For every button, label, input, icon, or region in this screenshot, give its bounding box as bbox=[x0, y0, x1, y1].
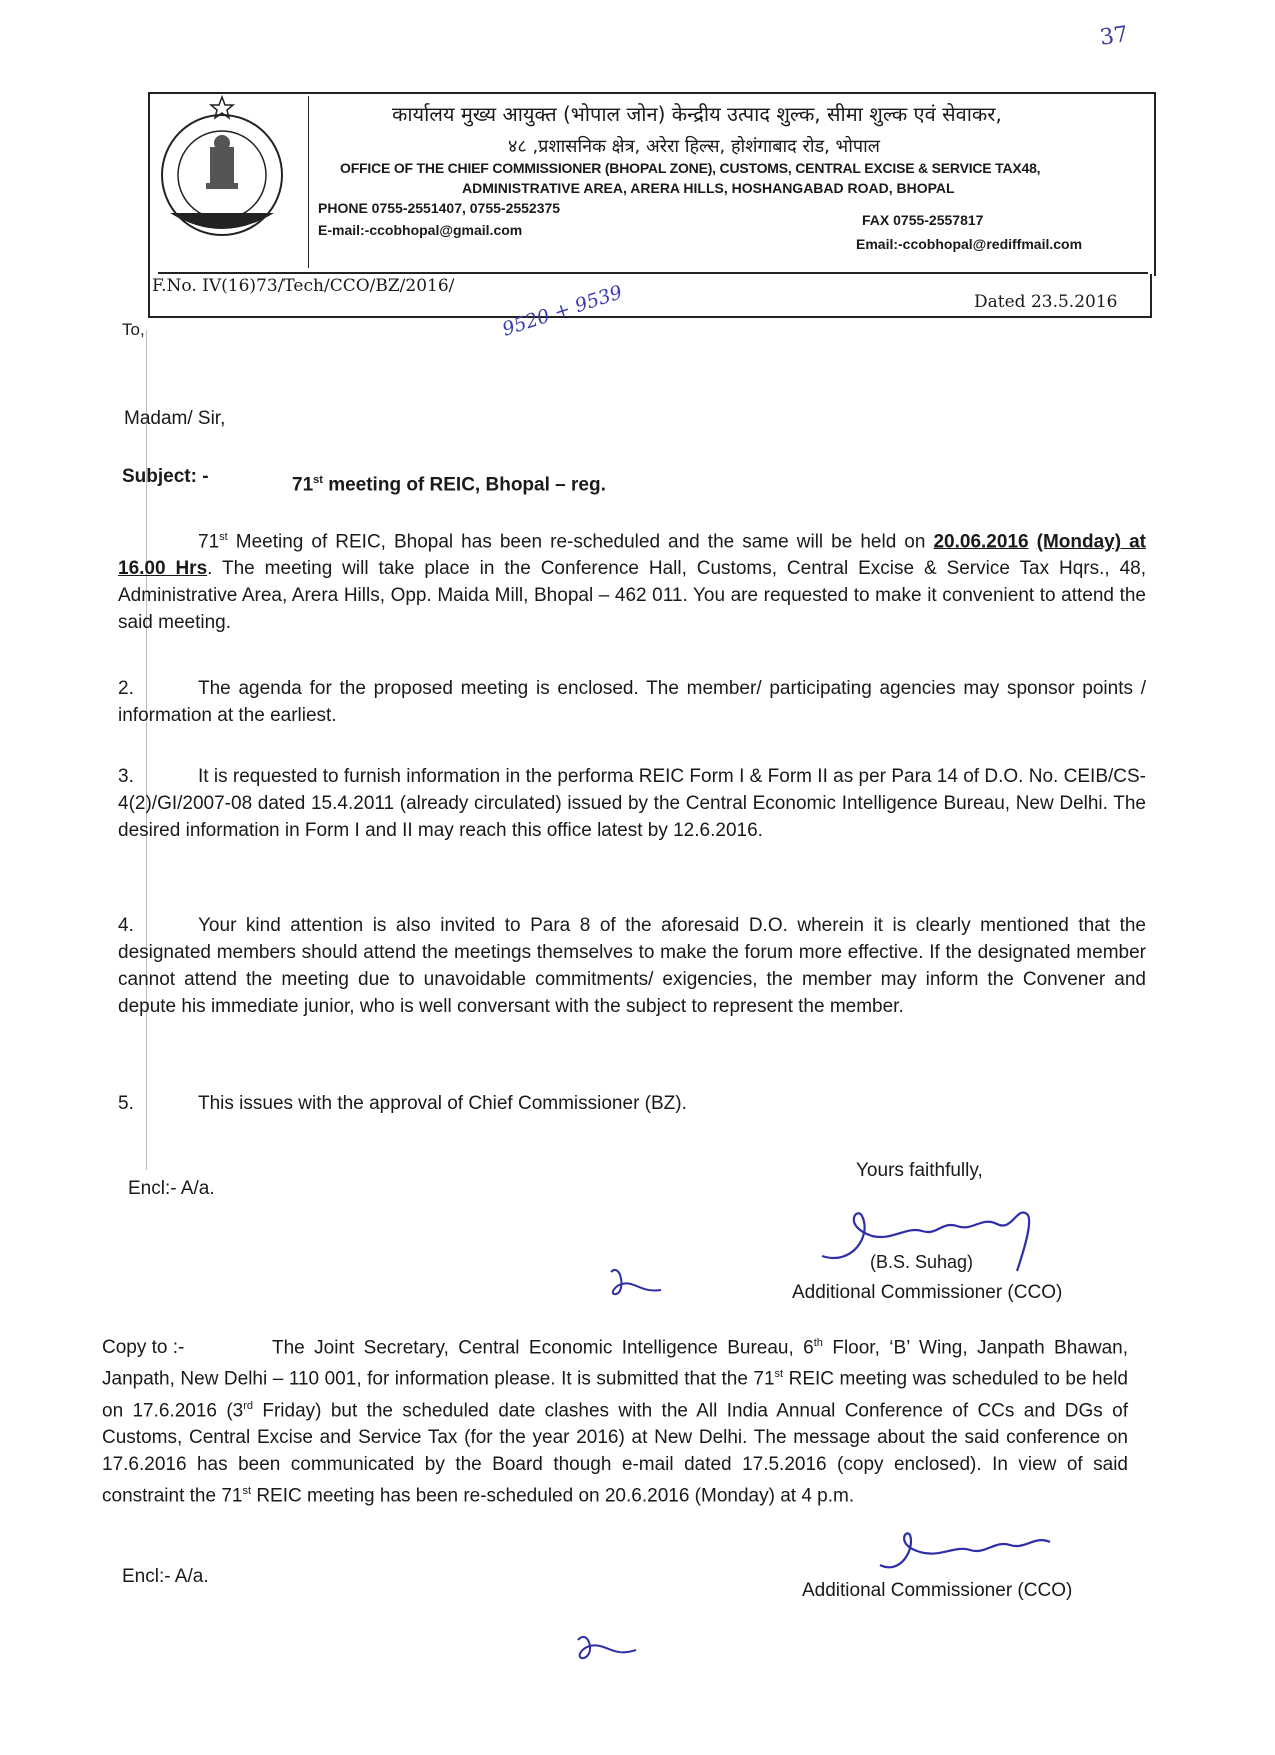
letterhead-email2: Email:-ccobhopal@rediffmail.com bbox=[856, 236, 1083, 252]
letter-date: Dated 23.5.2016 bbox=[974, 292, 1118, 312]
copy-to-label: Copy to :- bbox=[102, 1337, 185, 1359]
letterhead-fax: FAX 0755-2557817 bbox=[862, 212, 984, 228]
subject-line: 71st meeting of REIC, Bhopal – reg. bbox=[292, 474, 606, 496]
emblem-logo-icon bbox=[150, 95, 298, 250]
corner-handwritten-mark: 37 bbox=[1098, 22, 1130, 51]
paragraph-4: 4. Your kind attention is also invited to Para 8 of the aforesaid D.O. wherein it is clearly mentioned that the designated members should attend the meetings themselves to make the forum more effective. If the designated member cannot attend the meeting due to unavoidable commitments/ exigencies, the member may inform the Convener and depute his immediate junior, who is well conversant with the subject to represent the member. bbox=[118, 915, 1146, 1017]
letterhead-english-line2: ADMINISTRATIVE AREA, ARERA HILLS, HOSHANGABAD ROAD, BHOPAL bbox=[462, 180, 955, 196]
handwritten-initial-1 bbox=[606, 1262, 666, 1309]
file-number: F.No. IV(16)73/Tech/CCO/BZ/2016/ bbox=[152, 276, 455, 296]
signatory-designation: Additional Commissioner (CCO) bbox=[792, 1282, 1063, 1303]
letterhead-hindi-line2: ४८ ,प्रशासनिक क्षेत्र, अरेरा हिल्स, होशंगाबाद रोड, भोपाल bbox=[508, 136, 880, 157]
letterhead-phone: PHONE 0755-2551407, 0755-2552375 bbox=[318, 200, 561, 216]
subject-label: Subject: - bbox=[122, 466, 209, 487]
handwritten-initial-2 bbox=[570, 1620, 640, 1678]
letterhead-email1: E-mail:-ccobhopal@gmail.com bbox=[318, 222, 523, 238]
signatory-name: (B.S. Suhag) bbox=[870, 1252, 974, 1272]
salutation: Madam/ Sir, bbox=[124, 408, 226, 429]
meeting-date: 20.06.2016 bbox=[933, 531, 1029, 553]
paragraph-1: 71st Meeting of REIC, Bhopal has been re-scheduled and the same will be held on 20.06.2016 (Monday) at 16.00 Hrs. The meeting will take place in the Conference Hall, Customs, Central Excise & Service Tax Hqrs., 48, Administrative Area, Arera Hills, Opp. Maida Mill, Bhopal – 462 011. You are requested to make it convenient to attend the said meeting. bbox=[118, 531, 1146, 634]
enclosure-note-2: Encl:- A/a. bbox=[122, 1566, 209, 1587]
punch-margin-line bbox=[146, 330, 147, 1170]
logo-divider bbox=[308, 96, 309, 268]
handwritten-inward-numbers: 9520 + 9539 bbox=[499, 281, 626, 341]
enclosure-note: Encl:- A/a. bbox=[128, 1178, 215, 1199]
addressee-to: To, bbox=[122, 320, 145, 339]
letterhead-english-line1: OFFICE OF THE CHIEF COMMISSIONER (BHOPAL ZONE), CUSTOMS, CENTRAL EXCISE & SERVICE TAX48, bbox=[340, 160, 1041, 176]
letterhead-hindi-line1: कार्यालय मुख्य आयुक्त (भोपाल जोन) केन्द्रीय उत्पाद शुल्क, सीमा शुल्क एवं सेवाकर, bbox=[392, 102, 1002, 126]
meeting-day-time: (Monday) at 16.00 Hrs bbox=[118, 531, 1146, 580]
closing: Yours faithfully, bbox=[856, 1160, 983, 1181]
signatory-designation-2: Additional Commissioner (CCO) bbox=[802, 1580, 1073, 1601]
paragraph-2: 2. The agenda for the proposed meeting is enclosed. The member/ participating agencies may sponsor points / information at the earliest. bbox=[118, 678, 1146, 726]
copy-to-paragraph: Copy to :- The Joint Secretary, Central Economic Intelligence Bureau, 6th Floor, ‘B’ Wing, Janpath Bhawan, Janpath, New Delhi – 110 001, for information please. It is submitted that the 71st REIC meeting was scheduled to be held on 17.6.2016 (3rd Friday) but the scheduled date clashes with the All India Annual Conference of CCs and DGs of Customs, Central Excise and Service Tax (for the year 2016) at New Delhi. The message about the said conference on 17.6.2016 has been communicated by the Board though e-mail dated 17.5.2016 (copy enclosed). In view of said constraint the 71st REIC meeting has been re-scheduled on 20.6.2016 (Monday) at 4 p.m. bbox=[102, 1330, 1128, 1509]
paragraph-5: 5. This issues with the approval of Chief Commissioner (BZ). bbox=[118, 1093, 687, 1114]
paragraph-3: 3. It is requested to furnish information in the performa REIC Form I & Form II as per Para 14 of D.O. No. CEIB/CS-4(2)/GI/2007-08 dated 15.4.2011 (already circulated) issued by the Central Economic Intelligence Bureau, New Delhi. The desired information in Form I and II may reach this office latest by 12.6.2016. bbox=[118, 766, 1146, 841]
